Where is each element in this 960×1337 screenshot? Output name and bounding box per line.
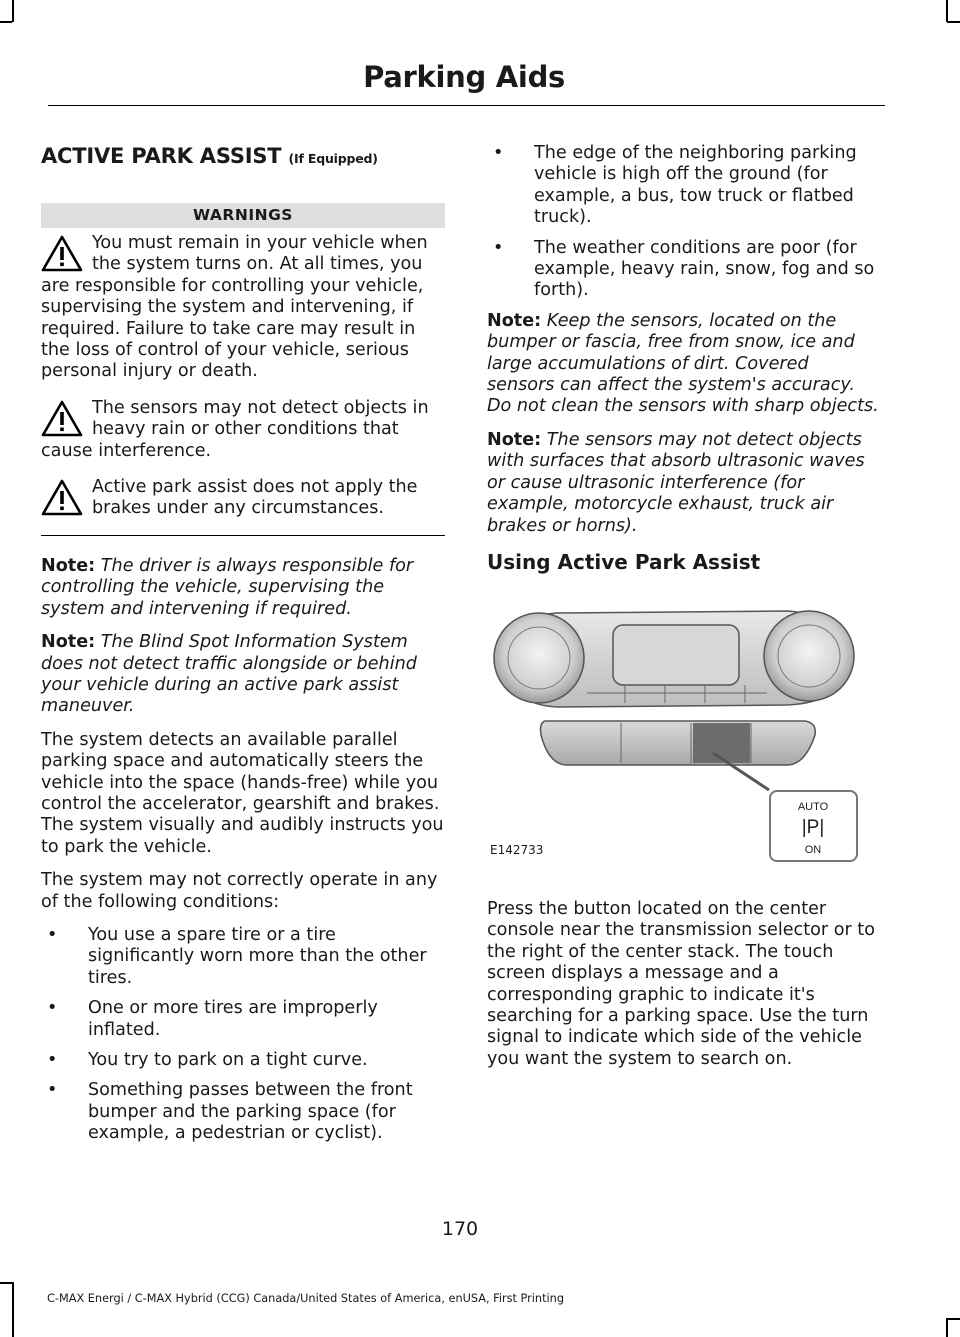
list-item [41, 1080, 445, 1144]
note-paragraph [487, 311, 881, 418]
warnings-end-rule [41, 535, 445, 536]
warning-triangle-icon [41, 235, 83, 273]
list-item-text: The weather conditions are poor (for example, heavy rain, snow, fog and so forth). [534, 237, 875, 301]
warning-item [41, 233, 445, 383]
warning-item [41, 477, 445, 520]
note-paragraph [41, 632, 445, 718]
list-item [41, 998, 445, 1041]
warning-text: The sensors may not detect objects in heavy rain or other conditions that cause interference. [41, 397, 429, 461]
button-label-mid: |P| [801, 816, 825, 838]
warning-text: You must remain in your vehicle when the system turns on. At all times, you are responsible for controlling your vehicle, supervising the system and intervening, if required. Failure to take care may result in the loss of control of your vehicle, serious personal injury or death. [41, 233, 428, 382]
note-label: Note: [41, 632, 96, 653]
section-title-text: ACTIVE PARK ASSIST [41, 144, 282, 168]
conditions-list-continued [487, 143, 881, 302]
body-paragraph: Press the button located on the center console near the transmission selector or to the right of the center stack. The touch screen displays a message and a corresponding graphic to indicate it's searching for a parking space. Use the turn signal to indicate which side of the vehicle you want the system to search on. [487, 898, 875, 1069]
body-paragraph: The system may not correctly operate in any of the following conditions: [41, 870, 438, 912]
note-text: The sensors may not detect objects with surfaces that absorb ultrasonic waves or cause ultrasonic interference (for example, motorcycle exhaust, truck air brakes or horns). [487, 429, 865, 536]
list-item-text: You try to park on a tight curve. [88, 1050, 368, 1070]
subheading: Using Active Park Assist [487, 549, 761, 574]
crop-mark [12, 0, 14, 22]
crop-mark [0, 21, 12, 23]
bullet-symbol: • [493, 237, 504, 258]
conditions-list [41, 925, 445, 1145]
warning-text: Active park assist does not apply the brakes under any circumstances. [92, 477, 418, 519]
crop-mark [947, 1318, 960, 1320]
crop-mark [946, 1318, 948, 1337]
panel-display [613, 625, 739, 685]
page-number: 170 [441, 1218, 479, 1240]
list-item-text: The edge of the neighboring parking vehicle is high off the ground (for example, a bus, tow truck or flatbed truck). [534, 143, 857, 228]
chapter-title: Parking Aids [363, 60, 565, 94]
bullet-symbol: • [47, 1050, 58, 1070]
warning-triangle-icon [41, 479, 83, 517]
lower-button-strip [541, 721, 816, 765]
section-title [41, 143, 445, 172]
console-illustration [487, 595, 881, 885]
section-title-suffix: (If Equipped) [288, 151, 378, 166]
note-label: Note: [41, 555, 96, 576]
crop-mark [12, 1282, 14, 1337]
button-label-bottom: ON [804, 843, 822, 856]
crop-mark [947, 21, 960, 23]
header-rule [48, 105, 885, 106]
warnings-header: WARNINGS [41, 203, 445, 228]
list-item-text: You use a spare tire or a tire significantly worn more than the other tires. [88, 924, 427, 988]
figure-id: E142733 [490, 842, 544, 857]
note-text: The driver is always responsible for controlling the vehicle, supervising the system and intervening if required. [41, 555, 414, 619]
list-item [487, 143, 881, 229]
bullet-symbol: • [47, 924, 58, 945]
left-column [41, 143, 445, 1154]
note-paragraph [41, 556, 445, 620]
body-paragraph: The system detects an available parallel parking space and automatically steers the vehicle into the space (hands-free) while you control the accelerator, gearshift and brakes. The system visually and audibly instructs you to park the vehicle. [41, 729, 444, 857]
bullet-symbol: • [493, 143, 504, 163]
list-item-text: One or more tires are improperly inflated. [88, 998, 378, 1040]
warning-triangle-icon [41, 400, 83, 438]
note-text: The Blind Spot Information System does not detect traffic alongside or behind your vehicle during an active park assist maneuver. [41, 632, 417, 717]
list-item [487, 238, 881, 302]
bullet-symbol: • [47, 1080, 58, 1101]
button-label-top: AUTO [797, 800, 829, 813]
note-paragraph [487, 430, 881, 537]
center-console-drawing [487, 595, 881, 885]
note-text: Keep the sensors, located on the bumper or fascia, free from snow, ice and large accumulations of dirt. Covered sensors can affect the system's accuracy. Do not clean the sensors with sharp objects. [487, 310, 879, 417]
note-label: Note: [487, 310, 542, 331]
list-item [41, 925, 445, 989]
list-item [41, 1050, 445, 1071]
footer-text: C-MAX Energi / C-MAX Hybrid (CCG) Canada/United States of America, enUSA, First Printing [47, 1292, 564, 1305]
list-item-text: Something passes between the front bumper and the parking space (for example, a pedestrian or cyclist). [88, 1080, 413, 1144]
crop-mark [0, 1282, 13, 1284]
bullet-symbol: • [47, 998, 58, 1019]
right-column [487, 143, 881, 1082]
crop-mark [946, 0, 948, 22]
note-label: Note: [487, 429, 542, 450]
warning-item [41, 398, 445, 462]
